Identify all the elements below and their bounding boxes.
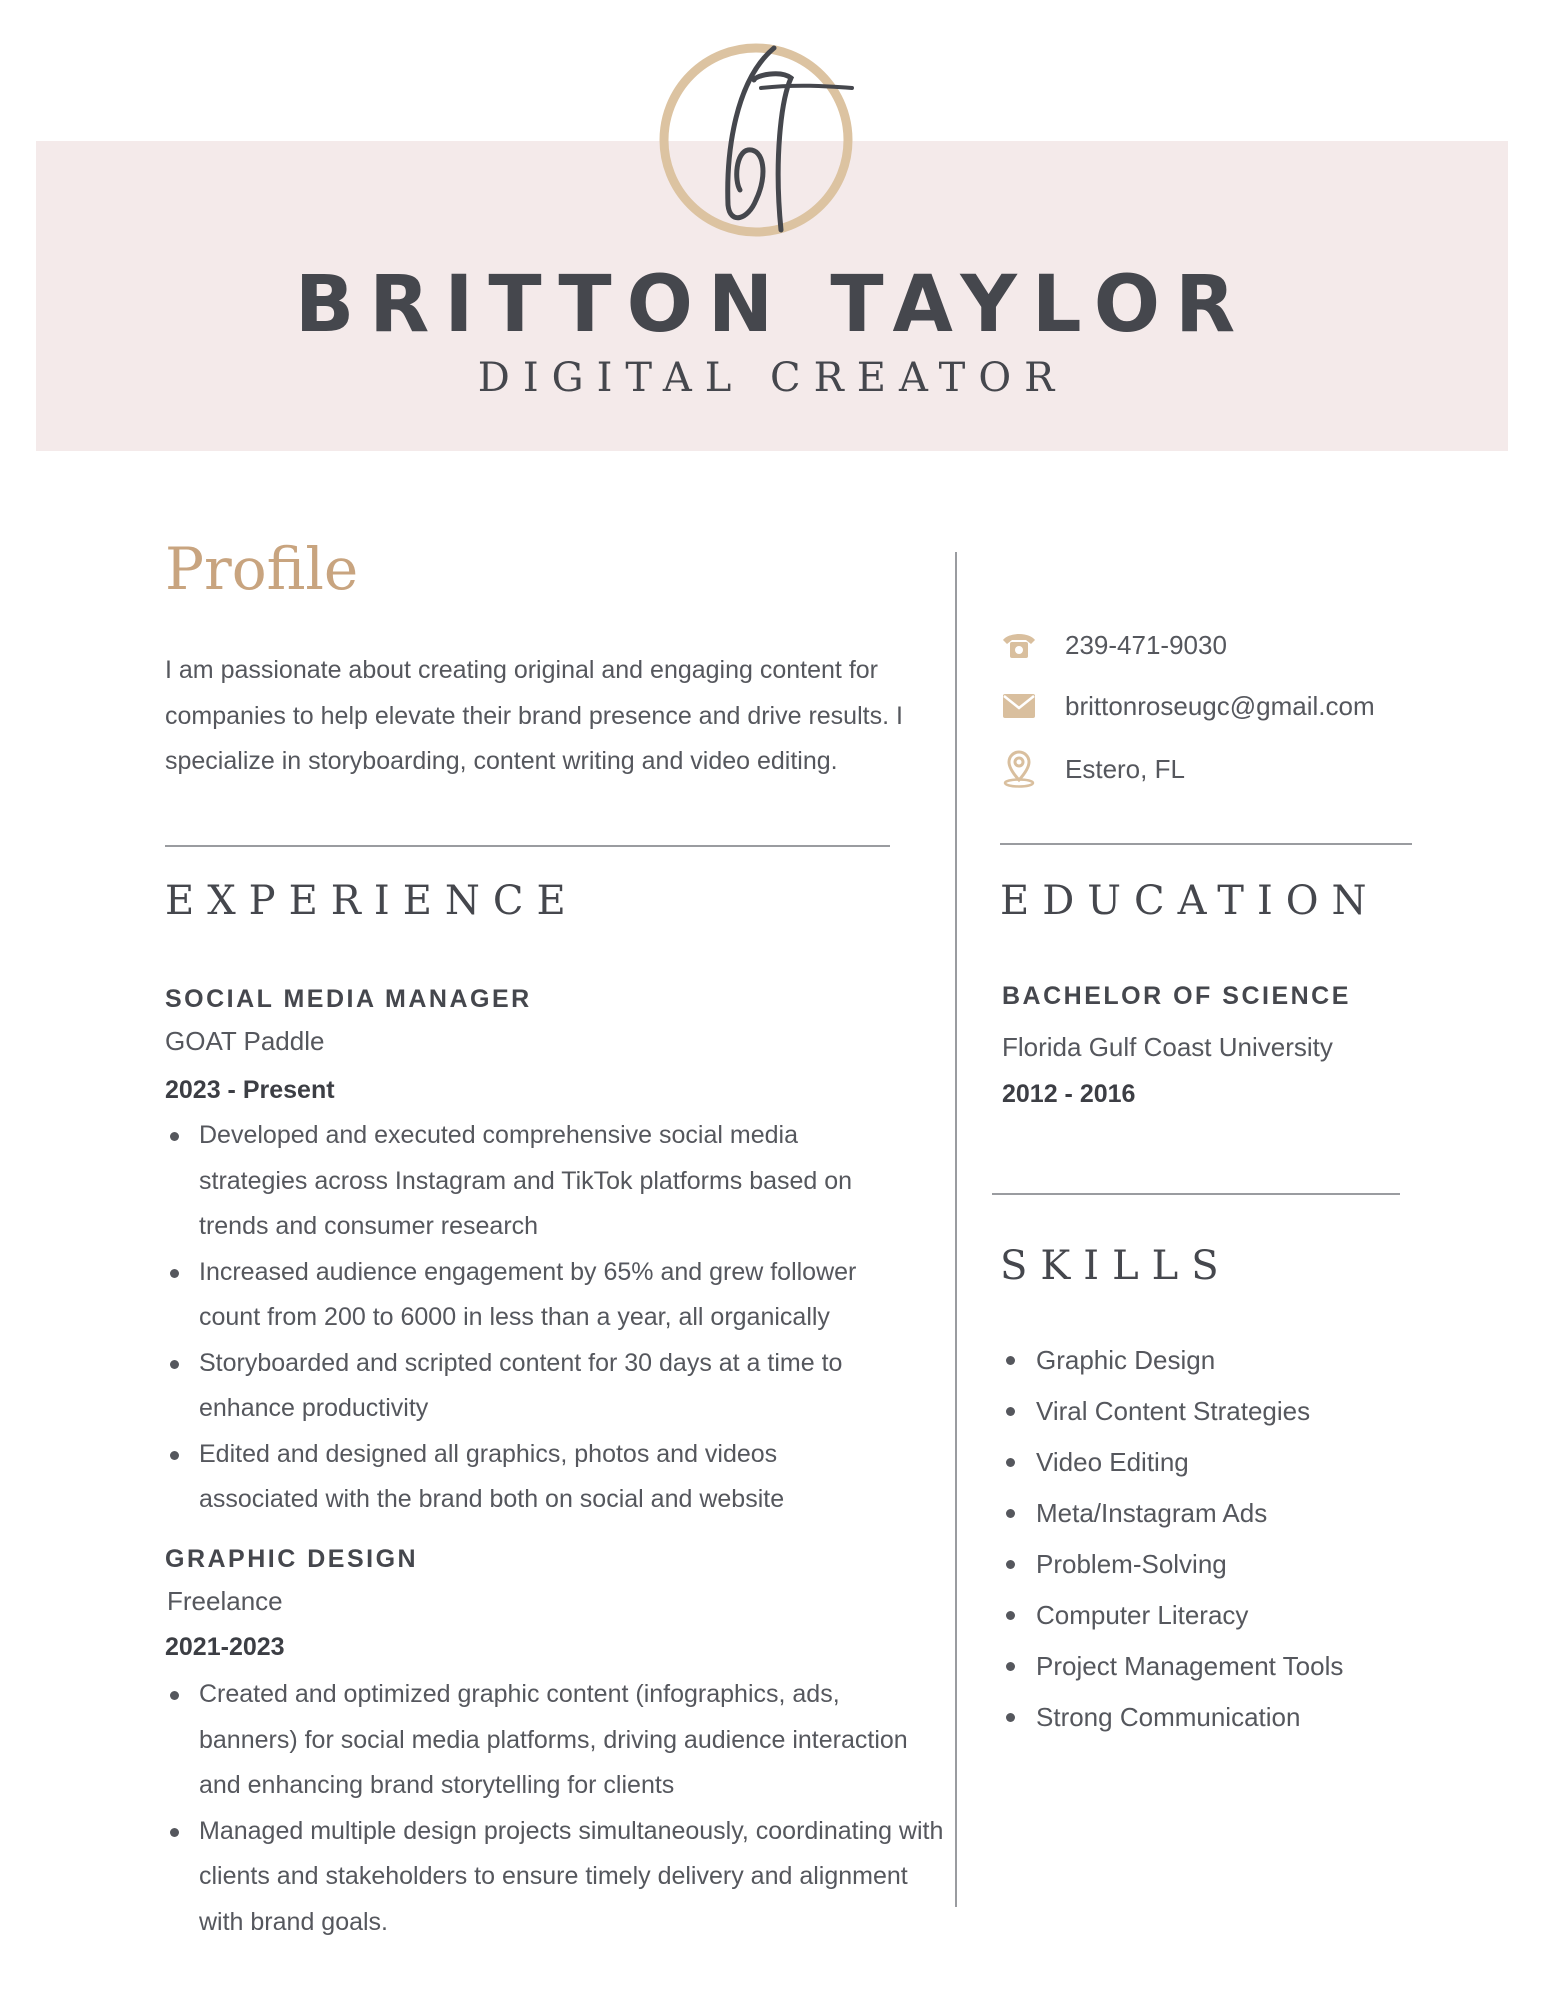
skill-item: Viral Content Strategies [1001, 1386, 1343, 1437]
email-address: brittonroseugc@gmail.com [1065, 690, 1375, 721]
degree-title: BACHELOR OF SCIENCE [1002, 982, 1351, 1010]
school-name: Florida Gulf Coast University [1002, 1032, 1333, 1062]
monogram-logo [656, 40, 856, 240]
list-item: Increased audience engagement by 65% and grew follower count from 200 to 6000 in less than a year, all organically [165, 1250, 895, 1341]
skills-heading: SKILLS [1000, 1243, 1232, 1289]
education-divider [992, 1193, 1400, 1195]
profile-text: I am passionate about creating original and engaging content for companies to help elevate their brand presence and drive results. I specialize in storyboarding, content writing and video editing. [165, 656, 903, 775]
job-title-subtitle: DIGITAL CREATOR [477, 355, 1068, 401]
phone-number: 239-471-9030 [1065, 629, 1227, 660]
skills-list [1001, 1335, 1343, 1743]
list-item: Edited and designed all graphics, photos and videos associated with the brand both on social and website [165, 1432, 895, 1523]
job-bullets [165, 1113, 895, 1523]
column-divider [955, 552, 957, 1907]
profile-heading: Profile [165, 535, 359, 603]
list-item: Created and optimized graphic content (infographics, ads, banners) for social media platforms, driving audience interaction and enhancing brand storytelling for clients [165, 1672, 945, 1809]
skill-item: Project Management Tools [1001, 1641, 1343, 1692]
education-dates: 2012 - 2016 [1002, 1080, 1136, 1108]
location-text: Estero, FL [1065, 753, 1185, 784]
contact-divider [1000, 843, 1412, 845]
job-title: GRAPHIC DESIGN [165, 1545, 419, 1573]
contact-location [1000, 749, 1185, 789]
list-item: Managed multiple design projects simultaneously, coordinating with clients and stakeholders to ensure timely delivery and alignment with brand goals. [165, 1809, 945, 1946]
location-pin-icon [1000, 750, 1038, 788]
contact-phone [1000, 625, 1227, 665]
skill-item: Computer Literacy [1001, 1590, 1343, 1641]
job-dates: 2021-2023 [165, 1633, 285, 1661]
skill-item: Graphic Design [1001, 1335, 1343, 1386]
list-item: Developed and executed comprehensive social media strategies across Instagram and TikTok platforms based on trends and consumer research [165, 1113, 895, 1250]
name-heading: BRITTON TAYLOR [294, 260, 1251, 350]
skill-item: Meta/Instagram Ads [1001, 1488, 1343, 1539]
profile-divider [165, 845, 890, 847]
contact-email [1000, 686, 1375, 726]
email-icon [1000, 687, 1038, 725]
company-name: GOAT Paddle [165, 1026, 325, 1056]
education-heading: EDUCATION [1000, 878, 1380, 924]
phone-icon [1000, 626, 1038, 664]
skill-item: Strong Communication [1001, 1692, 1343, 1743]
job-title: SOCIAL MEDIA MANAGER [165, 985, 532, 1013]
skill-item: Video Editing [1001, 1437, 1343, 1488]
list-item: Storyboarded and scripted content for 30 days at a time to enhance productivity [165, 1341, 895, 1432]
experience-heading: EXPERIENCE [165, 878, 579, 924]
job-bullets [165, 1672, 945, 1945]
job-dates: 2023 - Present [165, 1076, 335, 1104]
skill-item: Problem-Solving [1001, 1539, 1343, 1590]
company-name: Freelance [167, 1586, 283, 1616]
